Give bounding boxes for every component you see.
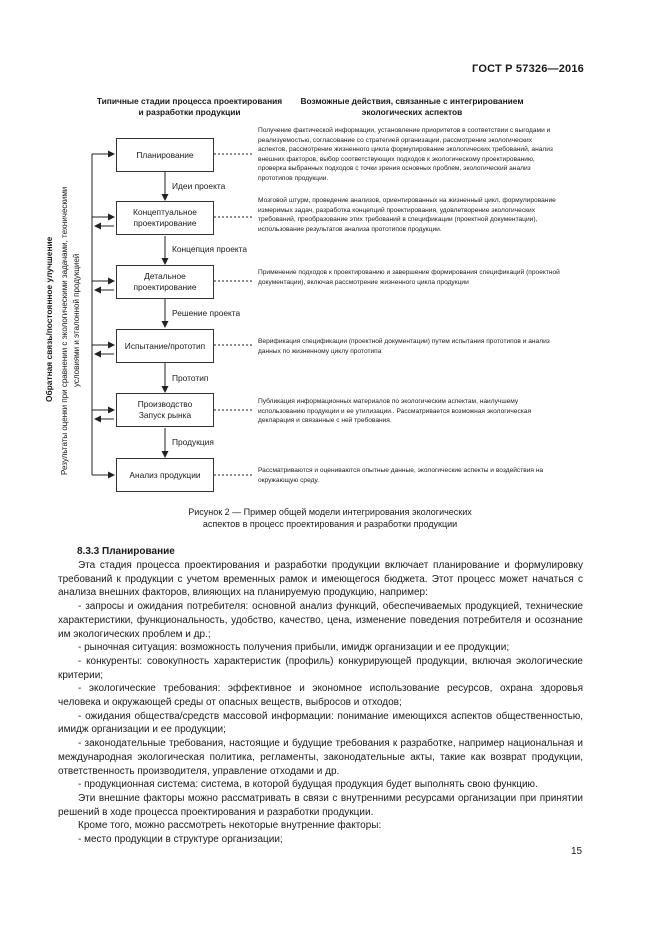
feedback-vertical-label: Обратная связь/постоянное улучшение xyxy=(44,236,54,402)
paragraph: Кроме того, можно рассмотреть некоторые внутренние факторы: xyxy=(78,820,382,832)
list-item: - рыночная ситуация: возможность получения прибыли, имидж организации и ее продукции; xyxy=(78,642,510,654)
list-item: - продукционная система: система, в которой будущая продукция будет выполнять свою функцию. xyxy=(78,779,538,791)
standard-id: ГОСТ Р 57326—2016 xyxy=(472,63,584,75)
transition-label: Идеи проекта xyxy=(172,181,226,191)
transition-label: Решение проекта xyxy=(172,308,241,318)
stage-conceptual-design: Концептуальное проектирование xyxy=(116,201,214,235)
paragraph: Эти внешние факторы можно рассматривать в связи с внутренними ресурсами организации при принятии решений в ходе процесса проектирования и разработки продукции. xyxy=(58,792,583,818)
list-item: - экологические требования: эффективное и экономное использование ресурсов, охрана здоровья человека и окружающей среды от опасных веществ, выбросов и отходов; xyxy=(58,683,583,709)
section-heading: 8.3.3 Планирование xyxy=(77,546,175,557)
results-vertical-label-2: условиями и эталонной продукцией xyxy=(72,253,81,387)
list-item: - место продукции в структуре организации; xyxy=(78,834,283,846)
list-item: - законодательные требования, настоящие и будущие требования к разработке, например национальная и международная экологическая политика, регламенты, законодательные акты, такие как возврат продукции, ответственность производителя, управление отходами и др. xyxy=(58,738,583,777)
page-number: 15 xyxy=(571,846,583,857)
action-description: Рассматриваются и оцениваются опытные данные, экологические аспекты и воздействия на окружающую среду. xyxy=(258,467,544,484)
action-description: Мозговой штурм, проведение анализов, ориентированных на жизненный цикл, формулирование измеримых задач, разработка концепций проектирования, удовлетворение экологических требований, преобразование этих требований в спецификации (проектной документации), использование результатов анализа прототипов продукции. xyxy=(258,197,556,233)
transition-label: Продукция xyxy=(172,437,214,447)
action-description: Публикация информационных материалов по экологическим аспектам, наилучшему использованию продукции и ее утилизации.. Рассматривается возможная экологическая декларация и связанные с ней требования. xyxy=(258,398,532,425)
stage-production-launch: Производство Запуск рынка xyxy=(116,393,214,427)
list-item: - ожидания общества/средств массовой информации: понимание имеющихся аспектов общественностью, имидж организации и ее продукции; xyxy=(58,710,583,736)
action-description: Получение фактической информации, установление приоритетов в соответствии с выгодами и реализуемостью, согласование со стратегией организации, рассмотрение экологических аспектов, рассмотрение жизненного цикла формулирование экологических требований, анализ внешних факторов, выбор соответствующих подходов к экологическому проектированию, проверка выбранных подходов с точки зрения основных проблем, экологический анализ прототипов продукции. xyxy=(258,127,553,182)
paragraph: Эта стадия процесса проектирования и разработки продукции включает планирование и формулировку требований к продукции с учетом временных рамок и имеющегося бюджета. Этот процесс может начаться с анализа внешних факторов, влияющих на планируемую продукцию, например: xyxy=(58,560,583,599)
transition-label: Прототип xyxy=(172,373,209,383)
figure-caption: Рисунок 2 — Пример общей модели интегрирования экологических аспектов в процесс проектирования и разработки продукции xyxy=(188,507,472,529)
stage-testing-prototype: Испытание/прототип xyxy=(116,329,214,363)
stage-detailed-design: Детальное проектирование xyxy=(116,265,214,299)
stage-planning: Планирование xyxy=(116,138,214,172)
action-description: Верификация спецификации (проектной документации) путем испытания прототипов и анализ данных по жизненному циклу прототипа xyxy=(258,338,550,355)
action-description: Применение подходов к проектированию и завершение формирования спецификаций (проектной документации), включая рассмотрение жизненного цикла продукции xyxy=(258,269,560,286)
transition-label: Концепция проекта xyxy=(172,244,248,254)
list-item: - запросы и ожидания потребителя: основной анализ функций, обеспечиваемых продукцией, технические характеристики, функциональность, удобство, качество, цена, изменение поведения потребителя и осознание им экологических проблем и др.; xyxy=(58,601,583,640)
left-column-title: Типичные стадии процесса проектирования и разработки продукции xyxy=(96,96,283,117)
list-item: - конкуренты: совокупность характеристик (профиль) конкурирующей продукции, включая экологические критерии; xyxy=(58,655,583,681)
results-vertical-label-1: Результаты оценки при сравнении с экологическими задачами, техническими xyxy=(60,186,69,475)
right-column-title: Возможные действия, связанные с интегрированием экологических аспектов xyxy=(300,96,524,117)
section-body xyxy=(58,559,583,847)
stage-product-review: Анализ продукции xyxy=(116,458,214,492)
